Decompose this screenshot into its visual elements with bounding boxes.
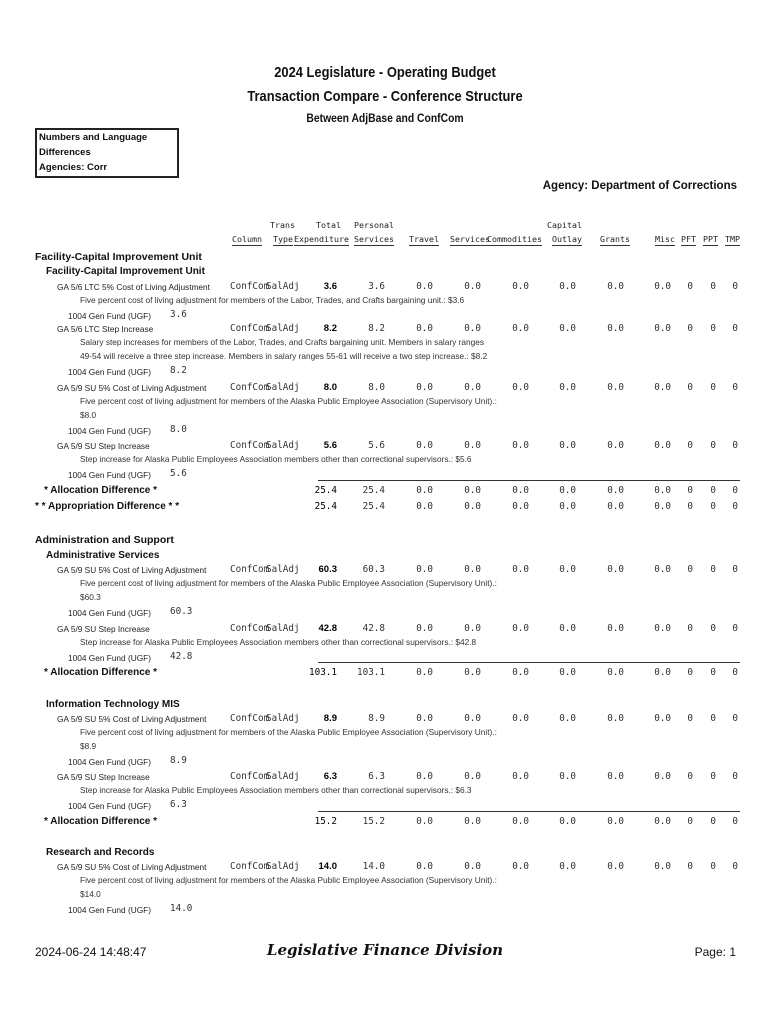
- amount-commod: 0.0: [512, 323, 529, 334]
- fund-source: 1004 Gen Fund (UGF): [68, 367, 152, 377]
- amount-services: 0.0: [464, 861, 481, 872]
- fund-amount: 8.2: [170, 365, 187, 376]
- fund-amount: 5.6: [170, 468, 187, 479]
- transaction-description: Five percent cost of living adjustment for members of the Alaska Public Employee Association (Supervisory Unit).:: [80, 396, 497, 406]
- total-total: 15.2: [314, 816, 337, 827]
- amount-services: 0.0: [464, 281, 481, 292]
- column-code: ConfCom: [230, 281, 270, 292]
- amount-services: 0.0: [464, 623, 481, 634]
- amount-tmp: 0: [732, 623, 738, 634]
- col-capital-1: Capital: [547, 220, 582, 230]
- amount-travel: 0.0: [416, 771, 433, 782]
- trans-type: SalAdj: [266, 440, 300, 451]
- total-travel: 0.0: [416, 485, 433, 496]
- allocation-title: Research and Records: [46, 847, 155, 858]
- agency-name: Agency: Department of Corrections: [542, 180, 737, 192]
- col-total-1: Total: [316, 220, 341, 230]
- timestamp: 2024-06-24 14:48:47: [35, 945, 147, 959]
- amount-grants: 0.0: [607, 323, 624, 334]
- fund-source: 1004 Gen Fund (UGF): [68, 757, 152, 767]
- total-capital: 0.0: [559, 501, 576, 512]
- amount-tmp: 0: [732, 440, 738, 451]
- amount-misc: 0.0: [654, 564, 671, 575]
- amount-commod: 0.0: [512, 564, 529, 575]
- amount-misc: 0.0: [654, 623, 671, 634]
- transaction-description: Salary step increases for members of the Labor, Trades, and Crafts bargaining unit. Members in salary ranges: [80, 337, 484, 347]
- fund-source: 1004 Gen Fund (UGF): [68, 426, 152, 436]
- allocation-title: Administrative Services: [46, 550, 160, 561]
- total-ppt: 0: [710, 501, 716, 512]
- amount-ppt: 0: [710, 440, 716, 451]
- amount-travel: 0.0: [416, 623, 433, 634]
- total-grants: 0.0: [607, 667, 624, 678]
- amount-commod: 0.0: [512, 281, 529, 292]
- amount-travel: 0.0: [416, 440, 433, 451]
- trans-type: SalAdj: [266, 771, 300, 782]
- total-label: * Allocation Difference *: [44, 667, 157, 678]
- amount-capital: 0.0: [559, 323, 576, 334]
- amount-misc: 0.0: [654, 382, 671, 393]
- amount-misc: 0.0: [654, 861, 671, 872]
- total-travel: 0.0: [416, 501, 433, 512]
- amount-pft: 0: [687, 861, 693, 872]
- amount-total: 8.0: [323, 382, 337, 393]
- total-services: 0.0: [464, 667, 481, 678]
- amount-capital: 0.0: [559, 623, 576, 634]
- col-pft: PFT: [681, 234, 696, 244]
- amount-grants: 0.0: [607, 771, 624, 782]
- amount-services: 0.0: [464, 713, 481, 724]
- amount-travel: 0.0: [416, 281, 433, 292]
- transaction-item: GA 5/9 SU 5% Cost of Living Adjustment: [57, 862, 207, 872]
- transaction-item: GA 5/9 SU Step Increase: [57, 772, 150, 782]
- total-misc: 0.0: [654, 667, 671, 678]
- page-number: Page: 1: [694, 945, 736, 959]
- transaction-item: GA 5/9 SU Step Increase: [57, 441, 150, 451]
- total-misc: 0.0: [654, 501, 671, 512]
- transaction-description: 49-54 will receive a three step increase. Members in salary ranges 55-61 will receive a two step increase.: $8.2: [80, 351, 488, 361]
- total-total: 25.4: [314, 501, 337, 512]
- transaction-item: GA 5/9 SU 5% Cost of Living Adjustment: [57, 565, 207, 575]
- amount-services: 0.0: [464, 440, 481, 451]
- total-services: 0.0: [464, 501, 481, 512]
- total-capital: 0.0: [559, 667, 576, 678]
- fund-amount: 8.9: [170, 755, 187, 766]
- amount-commod: 0.0: [512, 713, 529, 724]
- total-ppt: 0: [710, 485, 716, 496]
- trans-type: SalAdj: [266, 623, 300, 634]
- trans-type: SalAdj: [266, 281, 300, 292]
- filter-box: [35, 128, 179, 178]
- amount-misc: 0.0: [654, 281, 671, 292]
- total-pft: 0: [687, 667, 693, 678]
- col-total-2: Expenditure: [294, 234, 349, 244]
- transaction-item: GA 5/6 LTC Step Increase: [57, 324, 154, 334]
- total-commod: 0.0: [512, 501, 529, 512]
- amount-personal: 42.8: [362, 623, 385, 634]
- column-code: ConfCom: [230, 771, 270, 782]
- amount-tmp: 0: [732, 281, 738, 292]
- transaction-item: GA 5/9 SU 5% Cost of Living Adjustment: [57, 383, 207, 393]
- fund-amount: 60.3: [170, 606, 193, 617]
- total-tmp: 0: [732, 816, 738, 827]
- amount-personal: 8.0: [368, 382, 385, 393]
- amount-commod: 0.0: [512, 382, 529, 393]
- amount-ppt: 0: [710, 281, 716, 292]
- amount-travel: 0.0: [416, 861, 433, 872]
- fund-amount: 42.8: [170, 651, 193, 662]
- amount-tmp: 0: [732, 861, 738, 872]
- amount-personal: 8.2: [368, 323, 385, 334]
- amount-capital: 0.0: [559, 440, 576, 451]
- fund-amount: 8.0: [170, 424, 187, 435]
- amount-commod: 0.0: [512, 771, 529, 782]
- total-pft: 0: [687, 501, 693, 512]
- column-code: ConfCom: [230, 713, 270, 724]
- fund-source: 1004 Gen Fund (UGF): [68, 905, 152, 915]
- transaction-description: $8.0: [80, 410, 97, 420]
- amount-total: 3.6: [323, 281, 337, 292]
- amount-ppt: 0: [710, 382, 716, 393]
- column-code: ConfCom: [230, 564, 270, 575]
- total-pft: 0: [687, 816, 693, 827]
- total-capital: 0.0: [559, 485, 576, 496]
- trans-type: SalAdj: [266, 564, 300, 575]
- transaction-description: $8.9: [80, 741, 97, 751]
- amount-grants: 0.0: [607, 440, 624, 451]
- total-label: * Allocation Difference *: [44, 816, 157, 827]
- col-trans-2: Type: [273, 234, 293, 244]
- report-comparison: Between AdjBase and ConfCom: [306, 113, 464, 125]
- total-commod: 0.0: [512, 667, 529, 678]
- total-divider: [318, 811, 740, 812]
- amount-grants: 0.0: [607, 861, 624, 872]
- total-grants: 0.0: [607, 485, 624, 496]
- fund-source: 1004 Gen Fund (UGF): [68, 311, 152, 321]
- filter-line: Agencies: Corr: [39, 162, 108, 173]
- amount-services: 0.0: [464, 771, 481, 782]
- trans-type: SalAdj: [266, 323, 300, 334]
- filter-line: Differences: [39, 147, 91, 158]
- transaction-description: Step increase for Alaska Public Employees Association members other than correctional supervisors.: $6.3: [80, 785, 472, 795]
- total-services: 0.0: [464, 485, 481, 496]
- amount-personal: 8.9: [368, 713, 385, 724]
- amount-misc: 0.0: [654, 771, 671, 782]
- amount-capital: 0.0: [559, 281, 576, 292]
- total-travel: 0.0: [416, 816, 433, 827]
- amount-misc: 0.0: [654, 713, 671, 724]
- total-total: 25.4: [314, 485, 337, 496]
- amount-ppt: 0: [710, 771, 716, 782]
- total-divider: [318, 480, 740, 481]
- allocation-title: Information Technology MIS: [46, 699, 180, 710]
- amount-tmp: 0: [732, 564, 738, 575]
- total-ppt: 0: [710, 667, 716, 678]
- total-travel: 0.0: [416, 667, 433, 678]
- total-misc: 0.0: [654, 816, 671, 827]
- division-signature: Legislative Finance Division: [266, 941, 504, 959]
- amount-personal: 14.0: [362, 861, 385, 872]
- total-personal: 25.4: [362, 485, 385, 496]
- amount-capital: 0.0: [559, 713, 576, 724]
- amount-total: 8.9: [323, 713, 337, 724]
- amount-ppt: 0: [710, 713, 716, 724]
- amount-pft: 0: [687, 440, 693, 451]
- amount-misc: 0.0: [654, 440, 671, 451]
- transaction-description: $60.3: [80, 592, 101, 602]
- total-personal: 103.1: [357, 667, 385, 678]
- fund-amount: 14.0: [170, 903, 193, 914]
- total-personal: 25.4: [362, 501, 385, 512]
- transaction-item: GA 5/9 SU 5% Cost of Living Adjustment: [57, 714, 207, 724]
- transaction-description: Five percent cost of living adjustment for members of the Alaska Public Employee Association (Supervisory Unit).:: [80, 727, 497, 737]
- trans-type: SalAdj: [266, 382, 300, 393]
- col-commodities: Commodities: [487, 234, 542, 244]
- transaction-description: Step increase for Alaska Public Employees Association members other than correctional supervisors.: $5.6: [80, 454, 472, 464]
- amount-total: 6.3: [323, 771, 337, 782]
- trans-type: SalAdj: [266, 713, 300, 724]
- report-title: 2024 Legislature - Operating Budget: [274, 64, 496, 81]
- amount-pft: 0: [687, 771, 693, 782]
- fund-amount: 3.6: [170, 309, 187, 320]
- total-commod: 0.0: [512, 485, 529, 496]
- total-ppt: 0: [710, 816, 716, 827]
- amount-pft: 0: [687, 564, 693, 575]
- column-code: ConfCom: [230, 323, 270, 334]
- report-subtitle: Transaction Compare - Conference Structure: [247, 88, 523, 105]
- amount-capital: 0.0: [559, 382, 576, 393]
- total-services: 0.0: [464, 816, 481, 827]
- column-code: ConfCom: [230, 623, 270, 634]
- amount-commod: 0.0: [512, 440, 529, 451]
- transaction-description: $14.0: [80, 889, 101, 899]
- col-grants: Grants: [600, 234, 630, 244]
- amount-grants: 0.0: [607, 564, 624, 575]
- allocation-title: Facility-Capital Improvement Unit: [46, 266, 205, 277]
- amount-grants: 0.0: [607, 281, 624, 292]
- amount-pft: 0: [687, 323, 693, 334]
- amount-ppt: 0: [710, 861, 716, 872]
- total-divider: [318, 662, 740, 663]
- section-title: Facility-Capital Improvement Unit: [35, 251, 202, 263]
- transaction-description: Five percent cost of living adjustment for members of the Alaska Public Employee Association (Supervisory Unit).:: [80, 578, 497, 588]
- col-ppt: PPT: [703, 234, 718, 244]
- amount-services: 0.0: [464, 564, 481, 575]
- amount-travel: 0.0: [416, 382, 433, 393]
- filter-line: Numbers and Language: [39, 132, 148, 143]
- column-code: ConfCom: [230, 382, 270, 393]
- amount-total: 8.2: [323, 323, 337, 334]
- transaction-description: Five percent cost of living adjustment for members of the Labor, Trades, and Crafts bargaining unit.: $3.6: [80, 295, 465, 305]
- col-trans-1: Trans: [270, 220, 295, 230]
- transaction-item: GA 5/6 LTC 5% Cost of Living Adjustment: [57, 282, 210, 292]
- total-personal: 15.2: [362, 816, 385, 827]
- amount-pft: 0: [687, 382, 693, 393]
- col-column: Column: [232, 234, 262, 244]
- amount-grants: 0.0: [607, 382, 624, 393]
- amount-total: 5.6: [323, 440, 337, 451]
- total-tmp: 0: [732, 485, 738, 496]
- col-tmp: TMP: [725, 234, 740, 244]
- amount-personal: 6.3: [368, 771, 385, 782]
- total-commod: 0.0: [512, 816, 529, 827]
- amount-personal: 5.6: [368, 440, 385, 451]
- amount-ppt: 0: [710, 323, 716, 334]
- col-services: Services: [450, 234, 490, 244]
- amount-services: 0.0: [464, 323, 481, 334]
- amount-ppt: 0: [710, 623, 716, 634]
- fund-source: 1004 Gen Fund (UGF): [68, 470, 152, 480]
- amount-tmp: 0: [732, 323, 738, 334]
- amount-total: 14.0: [318, 861, 337, 872]
- amount-grants: 0.0: [607, 713, 624, 724]
- col-travel: Travel: [409, 234, 439, 244]
- transaction-description: Five percent cost of living adjustment for members of the Alaska Public Employee Association (Supervisory Unit).:: [80, 875, 497, 885]
- amount-total: 42.8: [318, 623, 337, 634]
- amount-travel: 0.0: [416, 564, 433, 575]
- amount-services: 0.0: [464, 382, 481, 393]
- fund-source: 1004 Gen Fund (UGF): [68, 653, 152, 663]
- amount-grants: 0.0: [607, 623, 624, 634]
- col-misc: Misc: [655, 234, 675, 244]
- fund-source: 1004 Gen Fund (UGF): [68, 801, 152, 811]
- amount-misc: 0.0: [654, 323, 671, 334]
- fund-amount: 6.3: [170, 799, 187, 810]
- amount-tmp: 0: [732, 713, 738, 724]
- total-tmp: 0: [732, 501, 738, 512]
- column-code: ConfCom: [230, 861, 270, 872]
- total-misc: 0.0: [654, 485, 671, 496]
- transaction-item: GA 5/9 SU Step Increase: [57, 624, 150, 634]
- amount-tmp: 0: [732, 382, 738, 393]
- amount-personal: 3.6: [368, 281, 385, 292]
- amount-capital: 0.0: [559, 861, 576, 872]
- column-code: ConfCom: [230, 440, 270, 451]
- amount-pft: 0: [687, 281, 693, 292]
- amount-pft: 0: [687, 623, 693, 634]
- total-label: * * Appropriation Difference * *: [35, 501, 180, 512]
- fund-source: 1004 Gen Fund (UGF): [68, 608, 152, 618]
- transaction-description: Step increase for Alaska Public Employees Association members other than correctional supervisors.: $42.8: [80, 637, 477, 647]
- col-capital-2: Outlay: [552, 234, 582, 244]
- amount-capital: 0.0: [559, 564, 576, 575]
- col-personal-2: Services: [354, 234, 394, 244]
- amount-ppt: 0: [710, 564, 716, 575]
- amount-commod: 0.0: [512, 623, 529, 634]
- total-grants: 0.0: [607, 501, 624, 512]
- amount-travel: 0.0: [416, 713, 433, 724]
- amount-commod: 0.0: [512, 861, 529, 872]
- total-label: * Allocation Difference *: [44, 485, 157, 496]
- amount-capital: 0.0: [559, 771, 576, 782]
- total-pft: 0: [687, 485, 693, 496]
- col-personal-1: Personal: [354, 220, 394, 230]
- total-tmp: 0: [732, 667, 738, 678]
- amount-pft: 0: [687, 713, 693, 724]
- section-title: Administration and Support: [35, 534, 174, 546]
- trans-type: SalAdj: [266, 861, 300, 872]
- amount-total: 60.3: [318, 564, 337, 575]
- total-total: 103.1: [309, 667, 337, 678]
- amount-personal: 60.3: [362, 564, 385, 575]
- amount-travel: 0.0: [416, 323, 433, 334]
- total-capital: 0.0: [559, 816, 576, 827]
- amount-tmp: 0: [732, 771, 738, 782]
- total-grants: 0.0: [607, 816, 624, 827]
